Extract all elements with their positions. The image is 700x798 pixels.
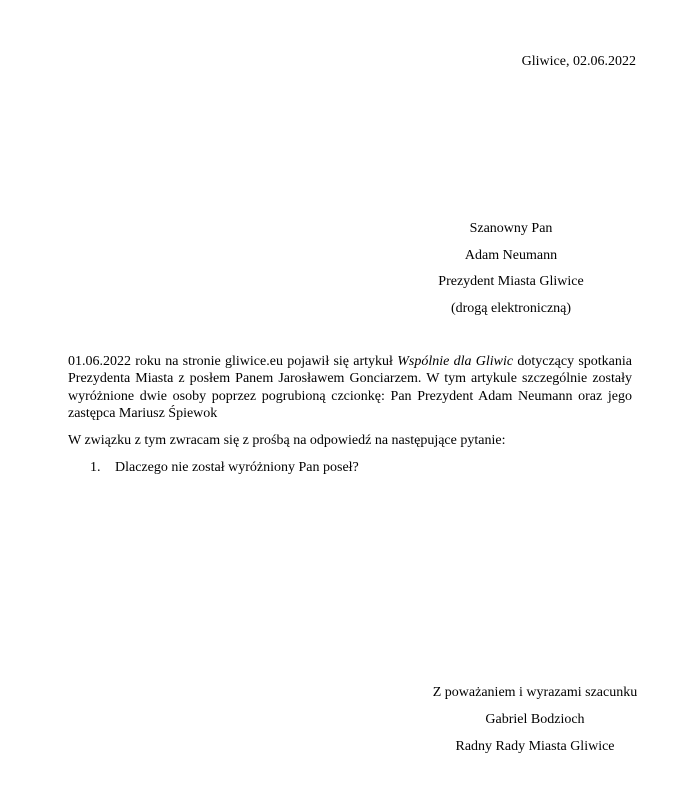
body-part-1: 01.06.2022 roku na stronie gliwice.eu pojawił się artykuł	[68, 354, 398, 369]
recipient-address	[380, 216, 642, 322]
recipient-name: Adam Neumann	[464, 247, 558, 263]
sender-title: Radny Rady Miasta Gliwice	[455, 739, 615, 754]
closing-regards: Z poważaniem i wyrazami szacunku	[432, 685, 638, 700]
body-part-2: dotyczący spotkania Prezydenta Miasta z posłem Panem Jarosławem Gonciarzem. W tym artykule szczególnie zostały wyróżnione dwie osoby poprzez pogrubioną czcionkę: Pan Prezydent Adam Neumann oraz jego zastępca Mariusz Śpiewok	[68, 354, 633, 422]
request-line: W związku z tym zwracam się z prośbą na odpowiedź na następujące pytanie:	[68, 433, 506, 448]
body-paragraph	[68, 353, 632, 423]
recipient-title: Prezydent Miasta Gliwice	[438, 274, 584, 289]
question-number: 1.	[90, 460, 101, 475]
recipient-delivery: (drogą elektroniczną)	[450, 300, 572, 316]
recipient-salutation: Szanowny Pan	[469, 221, 553, 236]
closing-block	[420, 679, 650, 760]
place-date: Gliwice, 02.06.2022	[521, 54, 636, 69]
sender-name: Gabriel Bodzioch	[485, 712, 585, 727]
question-text: Dlaczego nie został wyróżniony Pan poseł?	[115, 460, 359, 475]
question-item	[90, 460, 359, 476]
article-title: Wspólnie dla Gliwic	[397, 354, 514, 369]
